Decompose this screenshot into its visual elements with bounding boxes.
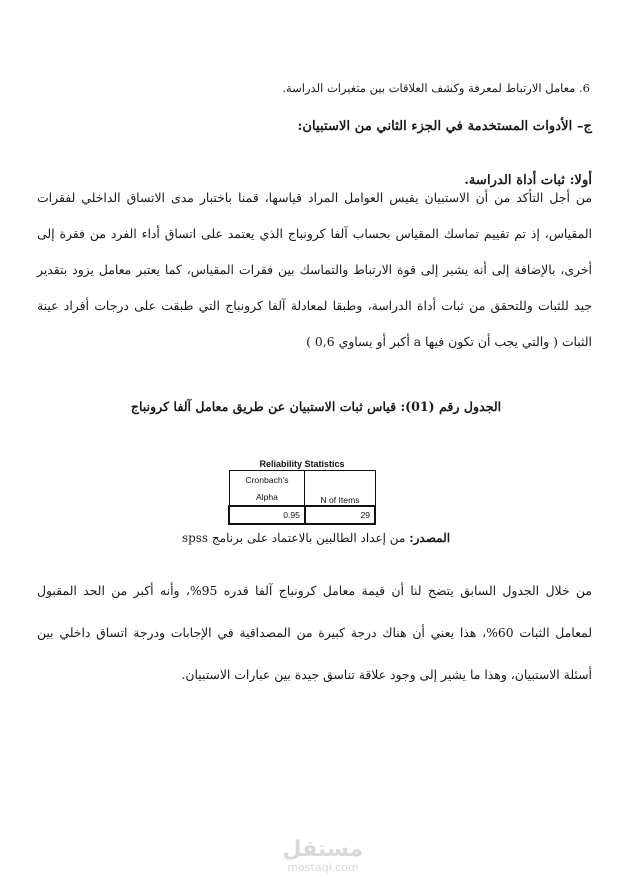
- list-item-6: 6. معامل الارتباط لمعرفة وكشف العلاقات بين متغيرات الدراسة.: [282, 81, 590, 95]
- n-items-value-cell: 29: [305, 506, 375, 524]
- paragraph-line: جيد للثبات وللتحقق من ثبات أداة الدراسة، وطبقا لمعادلة آلفا كرونباج التي طبقت على درجات أفراد عينة: [37, 298, 592, 313]
- paragraph-line: من خلال الجدول السابق يتضح لنا أن قيمة معامل كرونباج آلفا قدره 95%، وأنه أكبر من الحد المقبول: [37, 583, 592, 598]
- paragraph-line: المقياس، إذ تم تقييم تماسك المقياس بحساب آلفا كرونباج الذي يعتمد على اتساق أداء الفرد من فقرة إلى: [37, 226, 592, 241]
- header-cronbach-line1: Cronbach's: [229, 471, 305, 489]
- paragraph-line: أخرى، بالإضافة إلى أنه يشير إلى قوة الارتباط والتماسك بين فقرات المقياس، كما يعتبر معامل يزود بتقدير: [37, 262, 592, 277]
- alpha-value-cell: 0.95: [229, 506, 305, 524]
- paragraph-results: [37, 570, 592, 696]
- source-text: من إعداد الطالبين بالاعتماد على برنامج spss: [181, 531, 406, 545]
- paragraph-line: الثبات ( والتي يجب أن تكون فيها a أكبر أو يساوي 0,6 ): [306, 334, 592, 349]
- table-title: Reliability Statistics: [259, 459, 345, 469]
- reliability-statistics-table: [228, 458, 376, 525]
- header-cronbach-line2: Alpha: [229, 488, 305, 506]
- source-label: المصدر:: [409, 531, 451, 545]
- mostaql-watermark: [283, 838, 363, 874]
- section-heading: ج– الأدوات المستخدمة في الجزء الثاني من الاستبيان:: [297, 119, 592, 134]
- watermark-arabic: مستقل: [282, 837, 363, 862]
- paragraph-line: أسئلة الاستبيان، وهذا ما يشير إلى وجود علاقة تناسق جيدة بين عبارات الاستبيان.: [181, 667, 592, 682]
- table-caption: الجدول رقم (01): قياس ثبات الاستبيان عن طريق معامل آلفا كرونباج: [130, 399, 502, 414]
- paragraph-line: من أجل التأكد من أن الاستبيان يقيس العوامل المراد قياسها، قمنا باختبار مدى الاتساق الداخلي لفقرات: [37, 190, 592, 205]
- watermark-latin: mostaql.com: [287, 861, 359, 874]
- paragraph-line: لمعامل الثبات 60%، هذا يعني أن هناك درجة كبيرة من المصداقية في الإجابات ودرجة اتساق داخلي بين: [37, 625, 592, 640]
- paragraph-reliability-intro: [37, 180, 592, 360]
- table-source: [0, 531, 632, 545]
- sub-heading: أولا: ثبات أداة الدراسة.: [464, 173, 592, 188]
- header-n-of-items: N of Items: [305, 471, 375, 507]
